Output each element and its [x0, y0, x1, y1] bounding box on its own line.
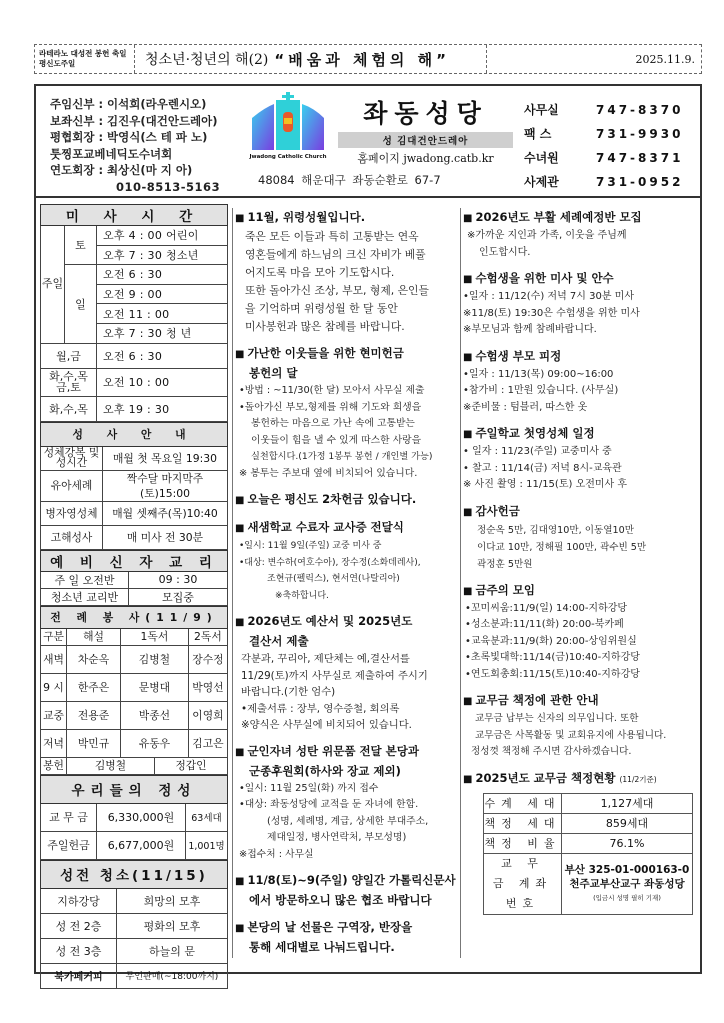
liturgy-cell: 박종선 — [121, 701, 189, 729]
bullet-square-icon: ■ — [235, 876, 245, 887]
motto: “배움과 체험의 해” — [274, 50, 450, 69]
notice-title: ■ 교무금 책정에 관한 안내 — [463, 693, 599, 707]
year-theme — [135, 45, 487, 73]
notice-line: 실천합시다.(1가정 1봉투 봉헌 / 개인별 가능) — [251, 451, 433, 462]
dues-value: 859세대 — [562, 813, 693, 833]
notice-line: 정순옥 5만, 김대영10만, 이동열10만 — [477, 524, 634, 536]
contact-label: 팩 스 — [524, 127, 552, 141]
year-theme-label: 청소년·청년의 해(2) — [145, 52, 269, 68]
notice-body — [463, 601, 698, 684]
notice-title: ■ 오늘은 평신도 2차헌금 있습니다. — [235, 492, 417, 506]
notice-exam-mass — [463, 269, 698, 339]
liturgy-cell: 교중 — [41, 701, 67, 729]
bullet-square-icon: ■ — [463, 696, 473, 707]
notice-line: ※접수처 : 사무실 — [239, 848, 314, 860]
church-name: 좌동성당 — [363, 99, 488, 128]
contact-number: 731-0952 — [596, 175, 684, 189]
notice-line: •참가비 : 1만원 있습니다. (사무실) — [463, 385, 619, 396]
account-holder: 천주교부산교구 좌동성당 — [569, 877, 685, 890]
cleaning-place: 북카페커피 — [41, 963, 117, 988]
liturgy-cell: 전용준 — [67, 701, 121, 729]
notice-line: 11/29(토)까지 사무실로 제출하여 주시기 — [241, 669, 428, 682]
homepage-label: 홈페이지 — [357, 152, 400, 165]
notice-title: ■ 2025년도 교무금 책정현황 (11/2기준) — [463, 770, 657, 785]
notice-title: ■ 감사헌금 — [463, 503, 520, 518]
offertory-person: 김병철 — [67, 757, 155, 774]
cleaning-place: 성 전 3층 — [41, 938, 117, 963]
catechism-value: 모집중 — [129, 588, 228, 605]
notice-line: 이다교 10만, 정해필 100만, 곽수빈 5만 — [477, 541, 647, 553]
notice-title: ■ 11/8(토)~9(주일) 양일간 가톨릭신문사 에서 방문하오니 많은 협조 바랍니다 — [235, 873, 456, 907]
notice-line: •교육분과:11/9(화) 20:00-상임위원실 — [465, 635, 637, 647]
notice-line: • 일자 : 11/23(주일) 교중미사 중 — [463, 446, 612, 457]
mass-time: 오후 7 : 30 청소년 — [97, 245, 228, 265]
homepage-link[interactable]: jwadong.catb.kr — [403, 152, 494, 165]
church-patron: 성 김대건안드레아 — [338, 132, 513, 148]
liturgy-header: 1독서 — [121, 628, 189, 645]
liturgy-cell: 유동우 — [121, 729, 189, 757]
staff-yeondo-president: 연도회장 : 최상신(마 지 아) — [50, 163, 193, 178]
notice-line: •일자 : 11/12(수) 저녁 7시 30분 미사 — [463, 291, 634, 302]
staff-list — [50, 96, 220, 196]
offerings-table — [40, 775, 228, 860]
notice-body — [235, 651, 458, 734]
cleaning-table — [40, 860, 228, 989]
notice-rcia-recruit — [463, 208, 698, 261]
notice-line: ※가까운 지인과 가족, 이웃을 주님께 — [467, 230, 627, 241]
offertory-person: 정갑인 — [154, 757, 227, 774]
notice-line: 곽정훈 5만원 — [477, 558, 533, 570]
sacraments-title: 성 사 안 내 — [41, 422, 228, 446]
account-label: 교 무 금 계좌번호 — [484, 853, 562, 914]
offering-count: 1,001명 — [186, 831, 228, 859]
staff-assistant: 보좌신부 : 김진우(대건안드레아) — [50, 113, 218, 128]
bulletin-header-strip — [34, 44, 702, 74]
mass-time: 오전 6 : 30 — [97, 265, 228, 285]
bullet-square-icon: ■ — [463, 773, 473, 785]
liturgy-cell: 이영희 — [188, 701, 227, 729]
notice-title: ■ 수험생 부모 피정 — [463, 348, 562, 363]
notice-body — [235, 383, 458, 482]
notice-all-souls-month — [235, 208, 458, 336]
notice-body — [463, 228, 698, 261]
bullet-square-icon: ■ — [463, 213, 473, 224]
weekday-days: 화,수,목 — [41, 396, 97, 421]
liturgy-cell: 김병철 — [121, 645, 189, 673]
notice-military-gifts — [235, 742, 458, 864]
notice-teacher-certificate — [235, 518, 458, 604]
bullet-square-icon: ■ — [463, 585, 473, 597]
saturday-label: 토 — [65, 226, 97, 265]
notice-body — [235, 781, 458, 864]
bullet-square-icon: ■ — [235, 213, 245, 224]
notice-line: •꼬미씨움:11/9(일) 14:00-지하강당 — [465, 602, 628, 614]
notice-line: •돌아가신 부모,형제를 위해 기도와 희생을 — [239, 401, 422, 413]
mass-time: 오후 19 : 30 — [97, 396, 228, 421]
liturgy-title: 전 례 봉 사(11/9) — [41, 606, 228, 628]
notice-line: 이웃들이 힘을 낼 수 있게 따스한 사랑을 — [251, 434, 422, 446]
left-column — [40, 204, 228, 989]
bullet-square-icon: ■ — [463, 429, 473, 440]
church-address: 48084 해운대구 좌동순환로 67-7 — [258, 173, 441, 187]
dues-value: 76.1% — [562, 833, 693, 853]
staff-pastor: 주임신부 : 이석희(라우렌시오) — [50, 97, 207, 111]
cleaning-group: 희망의 모후 — [117, 888, 228, 913]
liturgy-cell: 장수정 — [188, 645, 227, 673]
sacrament-label: 성체강복 및 성시간 — [41, 446, 103, 470]
notice-line: ※ 봉투는 주보대 옆에 비치되어 있습니다. — [239, 467, 418, 479]
notice-rice-offering — [235, 344, 458, 482]
catechism-table — [40, 550, 228, 606]
offering-count: 63세대 — [186, 803, 228, 831]
sacrament-value: 매 미사 전 30분 — [103, 525, 228, 549]
bulletin-date: 2025.11.9. — [635, 52, 695, 66]
notice-title: ■ 금주의 모임 — [463, 582, 536, 597]
liturgical-occasion — [35, 45, 135, 73]
staff-council-president: 평협회장 : 박영식(스 테 파 노) — [50, 130, 208, 145]
account-info — [562, 853, 693, 914]
dues-status-table — [483, 793, 693, 915]
sunday-day-label: 일 — [65, 265, 97, 343]
notice-line: 교무금 납부는 신자의 의무입니다. 또한 — [475, 713, 639, 724]
parish-info-block — [34, 84, 702, 196]
notice-line: ※ 사진 촬영 : 11/15(토) 오전미사 후 — [463, 479, 628, 490]
mass-times-title: 미 사 시 간 — [41, 205, 228, 226]
sunday-label: 주일 — [41, 226, 65, 344]
liturgy-cell: 9 시 — [41, 673, 67, 701]
mass-time: 오전 6 : 30 — [97, 343, 228, 368]
right-column — [460, 208, 698, 958]
notice-line: 바랍니다.(기한 엄수) — [241, 686, 336, 698]
liturgy-cell: 한주은 — [67, 673, 121, 701]
cleaning-place: 지하강당 — [41, 888, 117, 913]
notice-title: ■ 수험생을 위한 미사 및 안수 — [463, 271, 614, 285]
account-note: (입금시 성명 필히 기재) — [593, 893, 661, 902]
notice-budget-submission — [235, 612, 458, 734]
staff-phone: 010-8513-5163 — [116, 179, 221, 194]
notice-title: ■ 군인자녀 성탄 위문품 전달 본당과 군종후원회(하사와 장교 제외) — [235, 743, 419, 778]
cleaning-group: 하늘의 문 — [117, 938, 228, 963]
mass-times-table — [40, 204, 228, 422]
bullet-square-icon: ■ — [463, 351, 473, 363]
notice-line: ※부모님과 함께 참례바랍니다. — [463, 324, 597, 335]
notice-newspaper-visit — [235, 871, 458, 910]
notice-line: • 찰고 : 11/14(금) 저녁 8시-교육관 — [463, 462, 622, 474]
notice-line: 각분과, 꾸리아, 제단체는 예,결산서를 — [241, 653, 410, 665]
catechism-label: 청소년 교리반 — [41, 588, 129, 605]
sacrament-label: 병자영성체 — [41, 501, 103, 525]
contact-number: 747-8370 — [596, 103, 684, 117]
contact-list — [524, 98, 683, 194]
cleaning-place: 성 전 2층 — [41, 913, 117, 938]
liturgy-cell: 문병대 — [121, 673, 189, 701]
sacrament-label: 고해성사 — [41, 525, 103, 549]
notice-body — [463, 444, 698, 494]
mass-time: 오전 11 : 00 — [97, 304, 228, 324]
mass-time: 오후 7 : 30 청 년 — [97, 323, 228, 343]
bullet-square-icon: ■ — [235, 617, 245, 628]
church-logo-icon — [246, 90, 330, 160]
middle-column — [232, 208, 458, 958]
bullet-square-icon: ■ — [235, 923, 245, 934]
liturgy-cell: 박민규 — [67, 729, 121, 757]
notice-line: •대상: 좌동성당에 교적을 둔 자녀에 한함. — [239, 799, 419, 810]
notice-title: ■ 본당의 날 선물은 구역장, 반장을 통해 세대별로 나눠드립니다. — [235, 920, 413, 954]
contact-label: 수녀원 — [524, 151, 559, 165]
staff-sisters: 툿찡포교베네딕도수녀회 — [50, 146, 173, 161]
catechism-value: 09 : 30 — [129, 571, 228, 588]
sacrament-label: 유아세례 — [41, 470, 103, 501]
cleaning-group: 무인판매(~18:00까지) — [117, 963, 228, 988]
notice-line: •제출서류 : 장부, 영수증철, 회의록 — [241, 702, 400, 715]
notice-title: ■ 주일학교 첫영성체 일정 — [463, 426, 595, 440]
bullet-square-icon: ■ — [463, 274, 473, 285]
liturgy-header: 해설 — [67, 628, 121, 645]
notice-parent-retreat — [463, 347, 698, 417]
svg-text:Jwadong Catholic Church: Jwadong Catholic Church — [249, 154, 327, 160]
sacrament-value: 짝수달 마지막주(토)15:00 — [103, 470, 228, 501]
sacrament-value: 매월 셋째주(목)10:40 — [103, 501, 228, 525]
notice-line: 또한 돌아가신 조상, 부모, 형제, 은인들 — [245, 284, 429, 297]
mass-time: 오전 10 : 00 — [97, 368, 228, 396]
bullet-square-icon: ■ — [235, 349, 245, 360]
notice-thanksgiving-offering — [463, 502, 698, 573]
notice-line: •초록빛대학:11/14(금)10:40-지하강당 — [465, 652, 640, 663]
bulletin-body — [34, 196, 702, 984]
notice-title: ■ 2026년도 부활 세례예정반 모집 — [463, 210, 642, 224]
notice-line: 조현규(펠릭스), 현서연(나탈리아) — [267, 574, 400, 584]
dues-label: 수계 세대 — [484, 793, 562, 813]
occasion-line-2: 평신도주일 — [39, 59, 76, 68]
offering-amount: 6,330,000원 — [97, 803, 186, 831]
bullet-square-icon: ■ — [235, 746, 245, 758]
dues-label: 책정 비율 — [484, 833, 562, 853]
contact-convent — [524, 146, 683, 170]
bullet-square-icon: ■ — [463, 506, 473, 518]
notice-line: ※11/8(토) 19:30은 수험생을 위한 미사 — [463, 307, 640, 319]
mass-time: 오전 9 : 00 — [97, 284, 228, 304]
weekday-days: 월,금 — [41, 343, 97, 368]
notice-title: ■ 새샘학교 수료자 교사증 전달식 — [235, 520, 404, 534]
dues-label: 책정 세대 — [484, 813, 562, 833]
notice-weekly-meetings — [463, 581, 698, 684]
notice-line: •성소분과:11/11(화) 20:00-북카페 — [465, 619, 624, 630]
church-identity — [338, 94, 513, 166]
liturgy-cell: 차순옥 — [67, 645, 121, 673]
notice-first-communion — [463, 424, 698, 494]
bullet-square-icon: ■ — [235, 495, 245, 506]
notice-dues-status — [463, 769, 698, 915]
notice-line: •연도회총회:11/15(토)10:40-지하강당 — [465, 668, 640, 680]
liturgy-cell: 김고은 — [188, 729, 227, 757]
notice-title: ■ 가난한 이웃들을 위한 현미헌금 봉헌의 달 — [235, 346, 404, 380]
notice-line: (성명, 세례명, 계급, 상세한 부대주소, — [267, 815, 429, 827]
liturgy-cell: 새벽 — [41, 645, 67, 673]
notice-parish-day-gift — [235, 918, 458, 957]
liturgy-service-table — [40, 606, 228, 775]
offering-amount: 6,677,000원 — [97, 831, 186, 859]
contact-office — [524, 98, 683, 122]
sacraments-table — [40, 422, 228, 550]
liturgy-cell: 박영선 — [188, 673, 227, 701]
liturgy-header: 2독서 — [188, 628, 227, 645]
contact-number: 731-9930 — [596, 127, 684, 141]
cleaning-group: 평화의 모후 — [117, 913, 228, 938]
homepage — [338, 150, 513, 166]
offertory-label: 봉헌 — [41, 757, 67, 774]
notice-line: ※축하합니다. — [275, 590, 329, 601]
contact-label: 사제관 — [524, 175, 559, 189]
sacrament-value: 매월 첫 목요일 19:30 — [103, 446, 228, 470]
bullet-square-icon: ■ — [235, 523, 245, 534]
notice-body — [235, 228, 458, 336]
notice-body — [235, 538, 458, 604]
notice-line: •일자 : 11/13(목) 09:00~16:00 — [463, 368, 614, 380]
notice-dues-guide — [463, 691, 698, 761]
notice-line: •방법 : ~11/30(한 달) 모아서 사무실 제출 — [239, 385, 425, 396]
notice-line: 봉헌하는 마음으로 가난 속에 고통받는 — [251, 418, 415, 429]
contact-fax — [524, 122, 683, 146]
notice-line: ※양식은 사무실에 비치되어 있습니다. — [241, 719, 412, 731]
notice-line: 교무금은 사목활동 및 교회유지에 사용됩니다. — [475, 729, 667, 741]
notice-title: ■ 2026년도 예산서 및 2025년도 결산서 제출 — [235, 614, 413, 648]
occasion-line-1: 라테라노 대성전 봉헌 축일 — [39, 49, 127, 58]
catechism-label: 주 일 오전반 — [41, 571, 129, 588]
notice-line: 정성껏 책정해 주시면 감사하겠습니다. — [471, 746, 632, 757]
weekday-days: 화,수,목 금,토 — [41, 368, 97, 396]
offerings-title: 우리들의 정성 — [41, 775, 228, 803]
notice-body — [463, 711, 698, 761]
offering-label: 주일헌금 — [41, 831, 97, 859]
cleaning-title: 성전 청소(11/15) — [41, 860, 228, 888]
contact-rectory — [524, 170, 683, 194]
notice-line: 인도합시다. — [479, 246, 531, 258]
notice-body — [463, 367, 698, 417]
notice-line: 제대일정, 병사연락처, 부모성명) — [267, 832, 407, 843]
notice-title: ■ 11월, 위령성월입니다. — [235, 210, 366, 224]
notice-line: 미사봉헌과 많은 참례를 바랍니다. — [245, 320, 405, 333]
notice-second-collection — [235, 490, 458, 510]
notice-line: 영혼들에게 하느님의 크신 자비가 베풀 — [245, 248, 426, 261]
liturgy-header: 구분 — [41, 628, 67, 645]
notice-line: •일시: 11월 25일(화) 까지 접수 — [239, 782, 379, 794]
notice-line: 어지도록 마음 모아 기도합시다. — [245, 266, 395, 279]
notice-line: •일시: 11월 9일(주일) 교중 미사 중 — [239, 541, 382, 551]
offering-label: 교 무 금 — [41, 803, 97, 831]
notice-line: 죽은 모든 이들과 특히 고통받는 연옥 — [245, 230, 419, 243]
notice-line: 을 기억하며 위령성월 한 달 동안 — [245, 302, 398, 315]
dues-value: 1,127세대 — [562, 793, 693, 813]
liturgy-cell: 저녁 — [41, 729, 67, 757]
notice-body — [463, 289, 698, 339]
mass-time: 오후 4 : 00 어린이 — [97, 226, 228, 246]
notice-line: ※준비물 : 텀블러, 따스한 옷 — [463, 401, 588, 413]
catechism-title: 예 비 신 자 교 리 — [41, 550, 228, 571]
account-number: 부산 325-01-000163-0 — [564, 863, 690, 876]
contact-label: 사무실 — [524, 103, 559, 117]
notice-body — [463, 522, 698, 573]
contact-number: 747-8371 — [596, 151, 684, 165]
notice-line: •대상: 변수하(여호수아), 장수정(소화데레사), — [239, 557, 421, 568]
